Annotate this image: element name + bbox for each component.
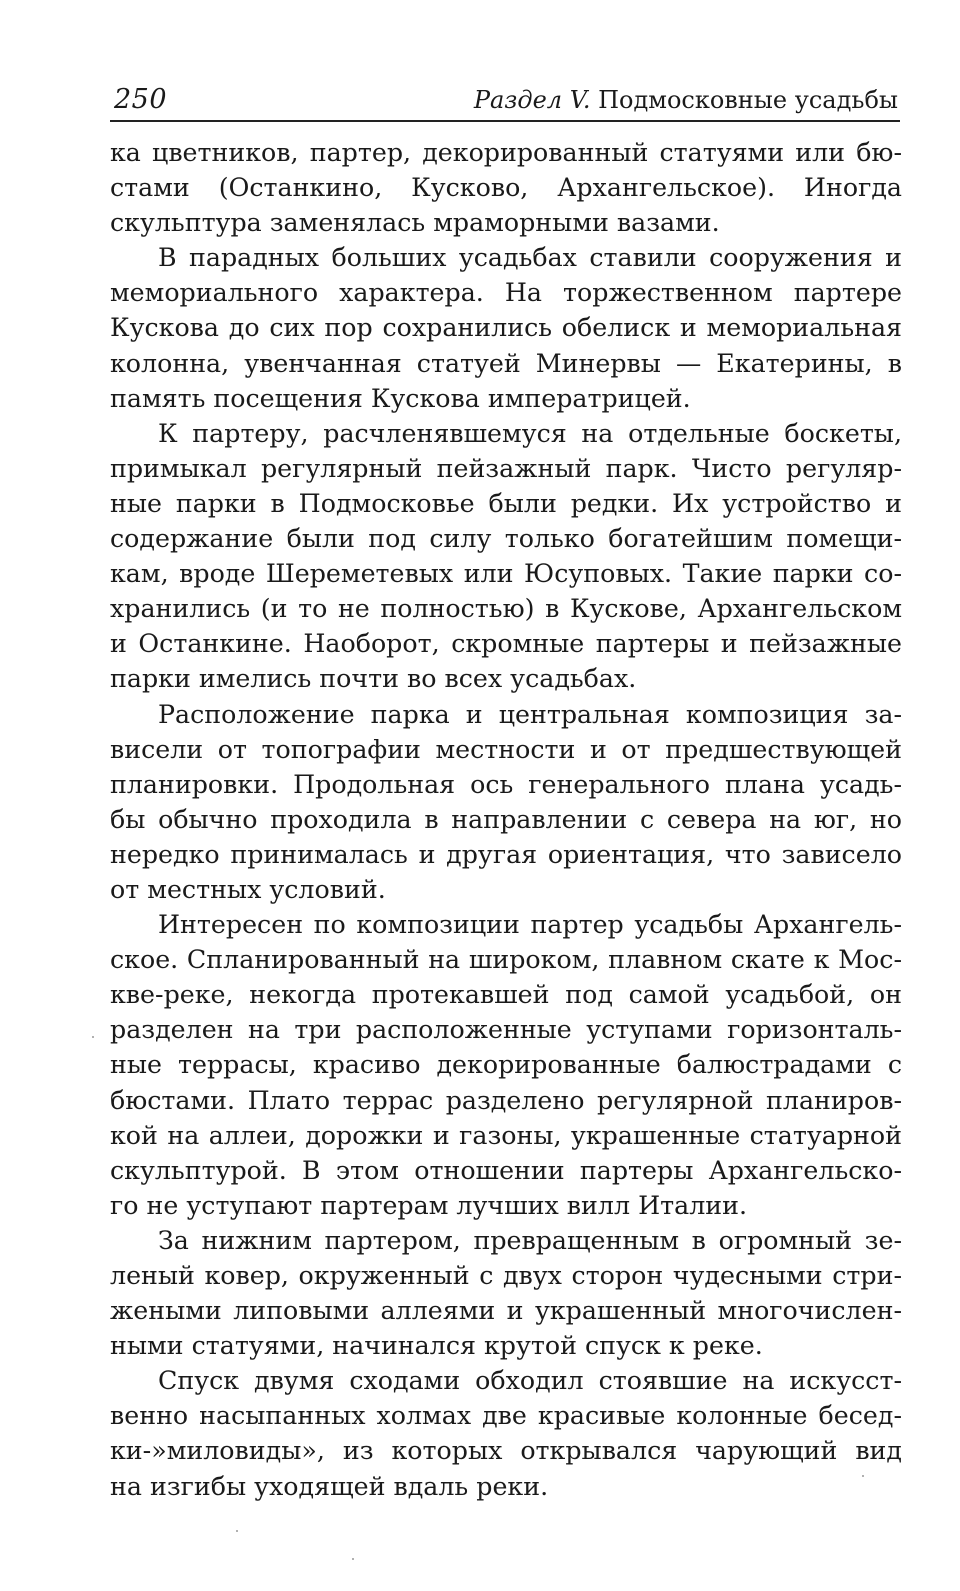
page-number: 250 [114,84,168,115]
text-line: бы обычно проходила в направлении с севера на юг, но [110,804,902,834]
paragraph-first-line: В парадных больших усадьбах ставили сооружения и [158,243,902,273]
text-line: примыкал регулярный пейзажный парк. Чисто регуляр- [110,453,902,483]
text-line: кам, вроде Шереметевых или Юсуповых. Такие парки со- [110,559,902,589]
text-line: содержание были под силу только богатейшим помещи- [110,524,902,554]
text-line: ными статуями, начинался крутой спуск к реке. [110,1331,763,1361]
text-line: скульптура заменялась мраморными вазами. [110,208,720,238]
text-line: парки имелись почти во всех усадьбах. [110,664,637,694]
text-line: скульптурой. В этом отношении партеры Архангельско- [110,1155,902,1185]
text-line: ные парки в Подмосковье были редки. Их устройство и [110,488,902,518]
text-line: колонна, увенчанная статуей Минервы — Екатерины, в [110,348,902,378]
text-line: стами (Останкино, Кусково, Архангельское). Иногда [110,173,902,203]
text-line: висели от топографии местности и от предшествующей [110,734,902,764]
text-line: на изгибы уходящей вдаль реки. [110,1471,549,1501]
body-text [110,135,902,1504]
text-line: Кускова до сих пор сохранились обелиск и мемориальная [110,313,902,343]
text-line: леный ковер, окруженный с двух сторон чудесными стри- [110,1261,902,1290]
paragraph-first-line: За нижним партером, превращенным в огромный зе- [158,1225,902,1255]
text-line: го не уступают партерам лучших вилл Италии. [110,1190,748,1220]
running-head [110,80,900,122]
text-line: кве-реке, некогда протекавшей под самой усадьбой, он [110,980,902,1010]
text-line: жеными липовыми аллеями и украшенный многочислен- [110,1296,902,1326]
scan-speck [862,1475,864,1477]
section-title: Подмосковные усадьбы [598,86,898,114]
text-line: ка цветников, партер, декорированный статуями или бю- [110,138,902,167]
paragraph-first-line: Спуск двумя сходами обходил стоявшие на искусст- [158,1366,902,1396]
text-line: бюстами. Плато террас разделено регулярной планиров- [110,1085,902,1115]
text-line: мемориального характера. На торжественном партере [110,278,902,308]
text-line: ки-»миловиды», из которых открывался чарующий вид [110,1436,902,1466]
section-heading [474,86,898,114]
text-line: и Останкине. Наоборот, скромные партеры и пейзажные [110,629,902,659]
paragraph-first-line: К партеру, расчленявшемуся на отдельные боскеты, [158,418,902,448]
text-line: от местных условий. [110,874,386,904]
text-line: ные террасы, красиво декорированные балюстрадами с [110,1050,902,1080]
scan-speck [352,1558,354,1560]
text-line: ское. Спланированный на широком, плавном скате к Мос- [110,945,902,975]
text-line: память посещения Кускова императрицей. [110,383,691,413]
text-line: кой на аллеи, дорожки и газоны, украшенные статуарной [110,1120,902,1150]
section-label: Раздел V. [473,86,591,114]
text-line: венно насыпанных холмах две красивые колонные бесед- [110,1401,902,1431]
scan-speck [236,1530,238,1532]
scan-speck [92,1036,94,1038]
text-line: нередко принималась и другая ориентация, что зависело [110,839,902,869]
text-line: хранились (и то не полностью) в Кускове, Архангельском [110,594,902,624]
text-line: планировки. Продольная ось генерального плана усадь- [110,769,902,799]
text-line: разделен на три расположенные уступами горизонталь- [110,1015,902,1045]
paragraph-first-line: Интересен по композиции партер усадьбы Архангель- [158,910,902,940]
paragraph-first-line: Расположение парка и центральная композиция за- [158,699,902,729]
